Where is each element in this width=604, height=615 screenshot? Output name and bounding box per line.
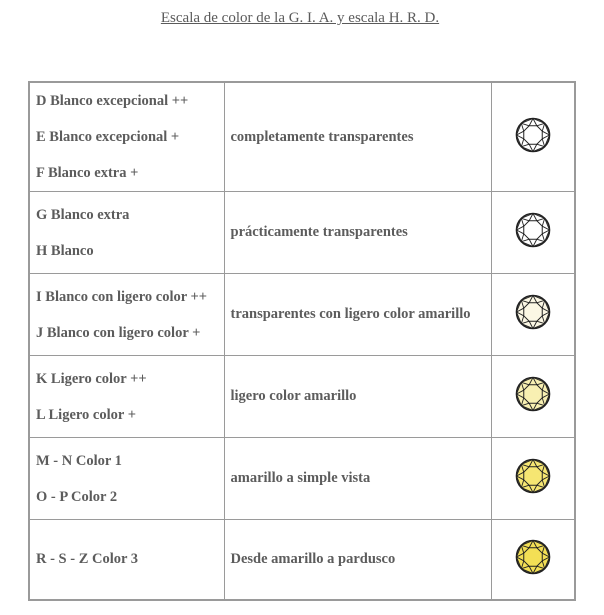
table-row [29, 274, 575, 356]
grade-label: K Ligero color ++ [36, 370, 147, 387]
gem-cell [491, 192, 575, 274]
grade-label: F Blanco extra + [36, 165, 139, 181]
grade-cell [29, 82, 224, 192]
grade-label: O - P Color 2 [36, 488, 118, 505]
gem-cell [491, 438, 575, 520]
grade-cell [29, 192, 224, 274]
grade-cell [29, 438, 224, 520]
description-cell: ligero color amarillo [224, 356, 491, 438]
grade-cell [29, 520, 224, 600]
grade-label: G Blanco extra [36, 206, 130, 223]
diamond-icon [515, 212, 551, 248]
grade-label: E Blanco excepcional + [36, 129, 180, 145]
description-cell: Desde amarillo a pardusco [224, 520, 491, 600]
description-cell: prácticamente transparentes [224, 192, 491, 274]
diamond-icon [515, 117, 551, 153]
table-row [29, 438, 575, 520]
grade-label: I Blanco con ligero color ++ [36, 288, 208, 305]
diamond-icon [515, 539, 551, 575]
gem-cell [491, 520, 575, 600]
gem-cell [491, 274, 575, 356]
description-cell: transparentes con ligero color amarillo [224, 274, 491, 356]
gem-cell [491, 82, 575, 192]
table-row [29, 82, 575, 192]
grade-label: R - S - Z Color 3 [36, 551, 139, 568]
description-cell: completamente transparentes [224, 82, 491, 192]
grade-cell [29, 274, 224, 356]
gem-cell [491, 356, 575, 438]
grade-label: L Ligero color + [36, 406, 136, 423]
table-row [29, 192, 575, 274]
diamond-icon [515, 376, 551, 412]
diamond-icon [515, 458, 551, 494]
table-row [29, 520, 575, 600]
grade-label: H Blanco [36, 242, 94, 259]
grade-label: M - N Color 1 [36, 452, 122, 469]
color-scale-table [28, 81, 576, 601]
description-cell: amarillo a simple vista [224, 438, 491, 520]
grade-label: D Blanco excepcional ++ [36, 93, 189, 109]
diamond-icon [515, 294, 551, 330]
page-title: Escala de color de la G. I. A. y escala H. R. D. [160, 10, 440, 26]
grade-label: J Blanco con ligero color + [36, 324, 201, 341]
table-row [29, 356, 575, 438]
grade-cell [29, 356, 224, 438]
